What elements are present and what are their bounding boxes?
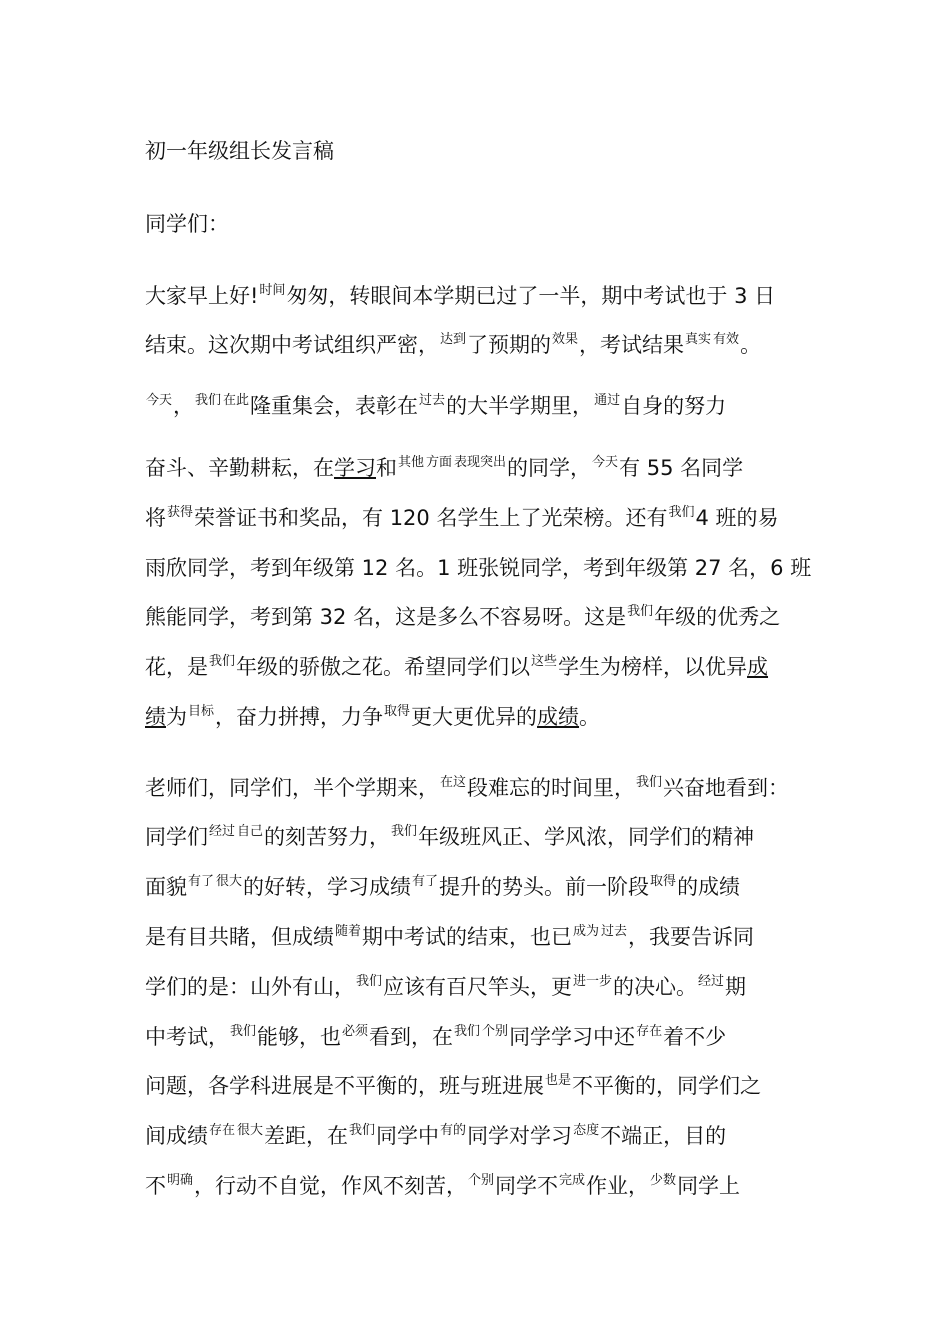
- annotation: 完成: [559, 1173, 586, 1188]
- text: ，我要告诉同: [628, 925, 755, 949]
- annotation: 目标: [188, 704, 215, 719]
- annotation: 进一步: [573, 974, 613, 989]
- text: 应该有百尺竿头，更: [383, 975, 573, 999]
- annotation: 获得: [167, 505, 194, 520]
- annotation: 自己: [237, 824, 264, 839]
- annotation: 明确: [167, 1173, 194, 1188]
- text: 中考试，: [145, 1025, 229, 1049]
- text: 花，是: [145, 655, 208, 679]
- annotation: 方面: [426, 455, 453, 470]
- text: 同学们: [145, 825, 208, 849]
- annotation: 很大: [237, 1123, 264, 1138]
- text: 的好转，学习成绩: [243, 875, 412, 899]
- text: 。: [579, 705, 601, 729]
- text: 同学不: [495, 1174, 559, 1198]
- text: 奋斗、辛勤耕耘，在: [145, 456, 334, 480]
- annotation: 经过: [209, 824, 236, 839]
- paragraph-1-line-2: [145, 330, 761, 360]
- text: 着不少: [663, 1025, 727, 1049]
- annotation: 通过: [594, 393, 621, 408]
- annotation: 今天: [592, 455, 619, 470]
- text: 同学中: [376, 1124, 440, 1148]
- text: 年级班风正、学风浓，同学们的精神: [418, 825, 755, 849]
- text: 面貌: [145, 875, 187, 899]
- paragraph-2-line-1: [145, 391, 726, 421]
- annotation: 这些: [531, 654, 558, 669]
- annotation: 取得: [384, 704, 411, 719]
- annotation: 我们: [356, 974, 383, 989]
- annotation: 很大: [216, 874, 243, 889]
- paragraph-3-line-9: [145, 1171, 740, 1201]
- annotation: 效果: [552, 332, 579, 347]
- paragraph-3-line-7: [145, 1071, 761, 1101]
- paragraph-2-line-4: [145, 553, 811, 583]
- text: 隆重集会，表彰在: [250, 394, 419, 418]
- text: 作业，: [586, 1174, 650, 1198]
- text: ，: [173, 394, 195, 418]
- text: 同学对学习: [467, 1124, 573, 1148]
- paragraph-3-line-5: [145, 972, 746, 1002]
- salutation: [145, 209, 229, 239]
- text: 了预期的: [467, 333, 552, 357]
- text: 自身的努力: [621, 394, 727, 418]
- annotation: 少数: [650, 1173, 677, 1188]
- text: 将: [145, 506, 166, 530]
- annotation: 有的: [440, 1123, 467, 1138]
- annotation: 有了: [412, 874, 439, 889]
- text: 同学上: [677, 1174, 741, 1198]
- annotation: 取得: [650, 874, 677, 889]
- text: 不端正，目的: [600, 1124, 727, 1148]
- paragraph-2-line-7: [145, 702, 600, 732]
- annotation: 成为: [573, 924, 600, 939]
- paragraph-3-line-8: [145, 1121, 726, 1151]
- text: 不: [145, 1174, 166, 1198]
- text: 的成绩: [677, 875, 741, 899]
- text: 看到，在: [369, 1025, 454, 1049]
- text: 兴奋地看到：: [663, 776, 790, 800]
- underlined-text: 成: [747, 655, 769, 679]
- text: 期中考试的结束，也已: [362, 925, 573, 949]
- annotation: 随着: [335, 924, 362, 939]
- text: 同学学习中还: [509, 1025, 636, 1049]
- annotation: 个别: [482, 1024, 509, 1039]
- annotation: 存在: [636, 1024, 663, 1039]
- paragraph-3-line-4: [145, 922, 754, 952]
- annotation: 其他: [398, 455, 425, 470]
- paragraph-3-line-3: [145, 872, 740, 902]
- annotation: 过去: [601, 924, 628, 939]
- text: 荣誉证书和奖品，有 120 名学生上了光荣榜。还有: [194, 506, 668, 530]
- text: 匆匆，转眼间本学期已过了一半，期中考试也于 3 日: [286, 284, 776, 308]
- annotation: 在此: [223, 393, 250, 408]
- annotation: 有效: [713, 332, 740, 347]
- annotation: 经过: [698, 974, 725, 989]
- text: ，奋力拼搏，力争: [215, 705, 384, 729]
- text: 间成绩: [145, 1124, 208, 1148]
- text: 提升的势头。前一阶段: [439, 875, 650, 899]
- paragraph-2-line-5: [145, 602, 780, 632]
- annotation: 在这: [440, 775, 467, 790]
- text: 为: [166, 705, 187, 729]
- text: 不平衡的，同学们之: [572, 1074, 762, 1098]
- annotation: 我们: [349, 1123, 376, 1138]
- text: 学们的是：山外有山，: [145, 975, 355, 999]
- text: 期: [725, 975, 747, 999]
- annotation: 也是: [545, 1073, 572, 1088]
- annotation: 我们: [195, 393, 222, 408]
- annotation: 今天: [146, 393, 173, 408]
- salutation-text: 同学们：: [145, 212, 229, 236]
- annotation: 存在: [209, 1123, 236, 1138]
- paragraph-3-line-2: [145, 822, 754, 852]
- text: 差距，在: [264, 1124, 349, 1148]
- text: 结束。这次期中考试组织严密，: [145, 333, 439, 357]
- text: 年级的优秀之: [654, 605, 781, 629]
- paragraph-3-line-1: [145, 773, 789, 803]
- annotation: 我们: [230, 1024, 257, 1039]
- text: 年级的骄傲之花。希望同学们以: [236, 655, 531, 679]
- paragraph-2-line-6: [145, 652, 768, 682]
- text: 有 55 名同学: [619, 456, 744, 480]
- text: 能够，也: [257, 1025, 342, 1049]
- text: 4 班的易: [695, 506, 779, 530]
- text: 学生为榜样，以优异: [558, 655, 748, 679]
- title-text: 初一年级组长发言稿: [145, 139, 334, 163]
- annotation: 过去: [419, 393, 446, 408]
- text: 大家早上好!: [145, 284, 259, 308]
- text: 的大半学期里，: [446, 394, 594, 418]
- text: 的同学，: [507, 456, 592, 480]
- underlined-text: 绩: [145, 705, 166, 729]
- text: ，考试结果: [579, 333, 685, 357]
- text: 雨欣同学，考到年级第 12 名。1 班张锐同学，考到年级第 27 名，6 班: [145, 556, 812, 580]
- text: ，行动不自觉，作风不刻苦，: [194, 1174, 468, 1198]
- text: 段难忘的时间里，: [467, 776, 636, 800]
- paragraph-3-line-6: [145, 1022, 726, 1052]
- annotation: 我们: [391, 824, 418, 839]
- text: 是有目共睹，但成绩: [145, 925, 334, 949]
- underlined-text: 学习: [334, 456, 376, 480]
- annotation: 时间: [259, 283, 286, 298]
- text: 。: [740, 333, 762, 357]
- paragraph-2-line-3: [145, 503, 779, 533]
- annotation: 我们: [627, 604, 654, 619]
- paragraph-1-line-1: [145, 281, 775, 311]
- annotation: 表现突出: [454, 455, 507, 470]
- annotation: 我们: [636, 775, 663, 790]
- text: 更大更优异的: [411, 705, 538, 729]
- annotation: 达到: [440, 332, 467, 347]
- annotation: 态度: [573, 1123, 600, 1138]
- text: 熊能同学，考到第 32 名，这是多么不容易呀。这是: [145, 605, 627, 629]
- annotation: 我们: [668, 505, 695, 520]
- annotation: 真实: [685, 332, 712, 347]
- text: 的决心。: [613, 975, 698, 999]
- underlined-text: 成绩: [537, 705, 580, 729]
- annotation: 个别: [468, 1173, 495, 1188]
- annotation: 有了: [188, 874, 215, 889]
- paragraph-2-line-2: [145, 453, 743, 483]
- text: 问题，各学科进展是不平衡的，班与班进展: [145, 1074, 544, 1098]
- text: 老师们，同学们，半个学期来，: [145, 776, 439, 800]
- text: 和: [376, 456, 397, 480]
- annotation: 我们: [209, 654, 236, 669]
- document-title: [145, 136, 334, 166]
- text: 的刻苦努力，: [264, 825, 391, 849]
- annotation: 我们: [454, 1024, 481, 1039]
- annotation: 必须: [342, 1024, 369, 1039]
